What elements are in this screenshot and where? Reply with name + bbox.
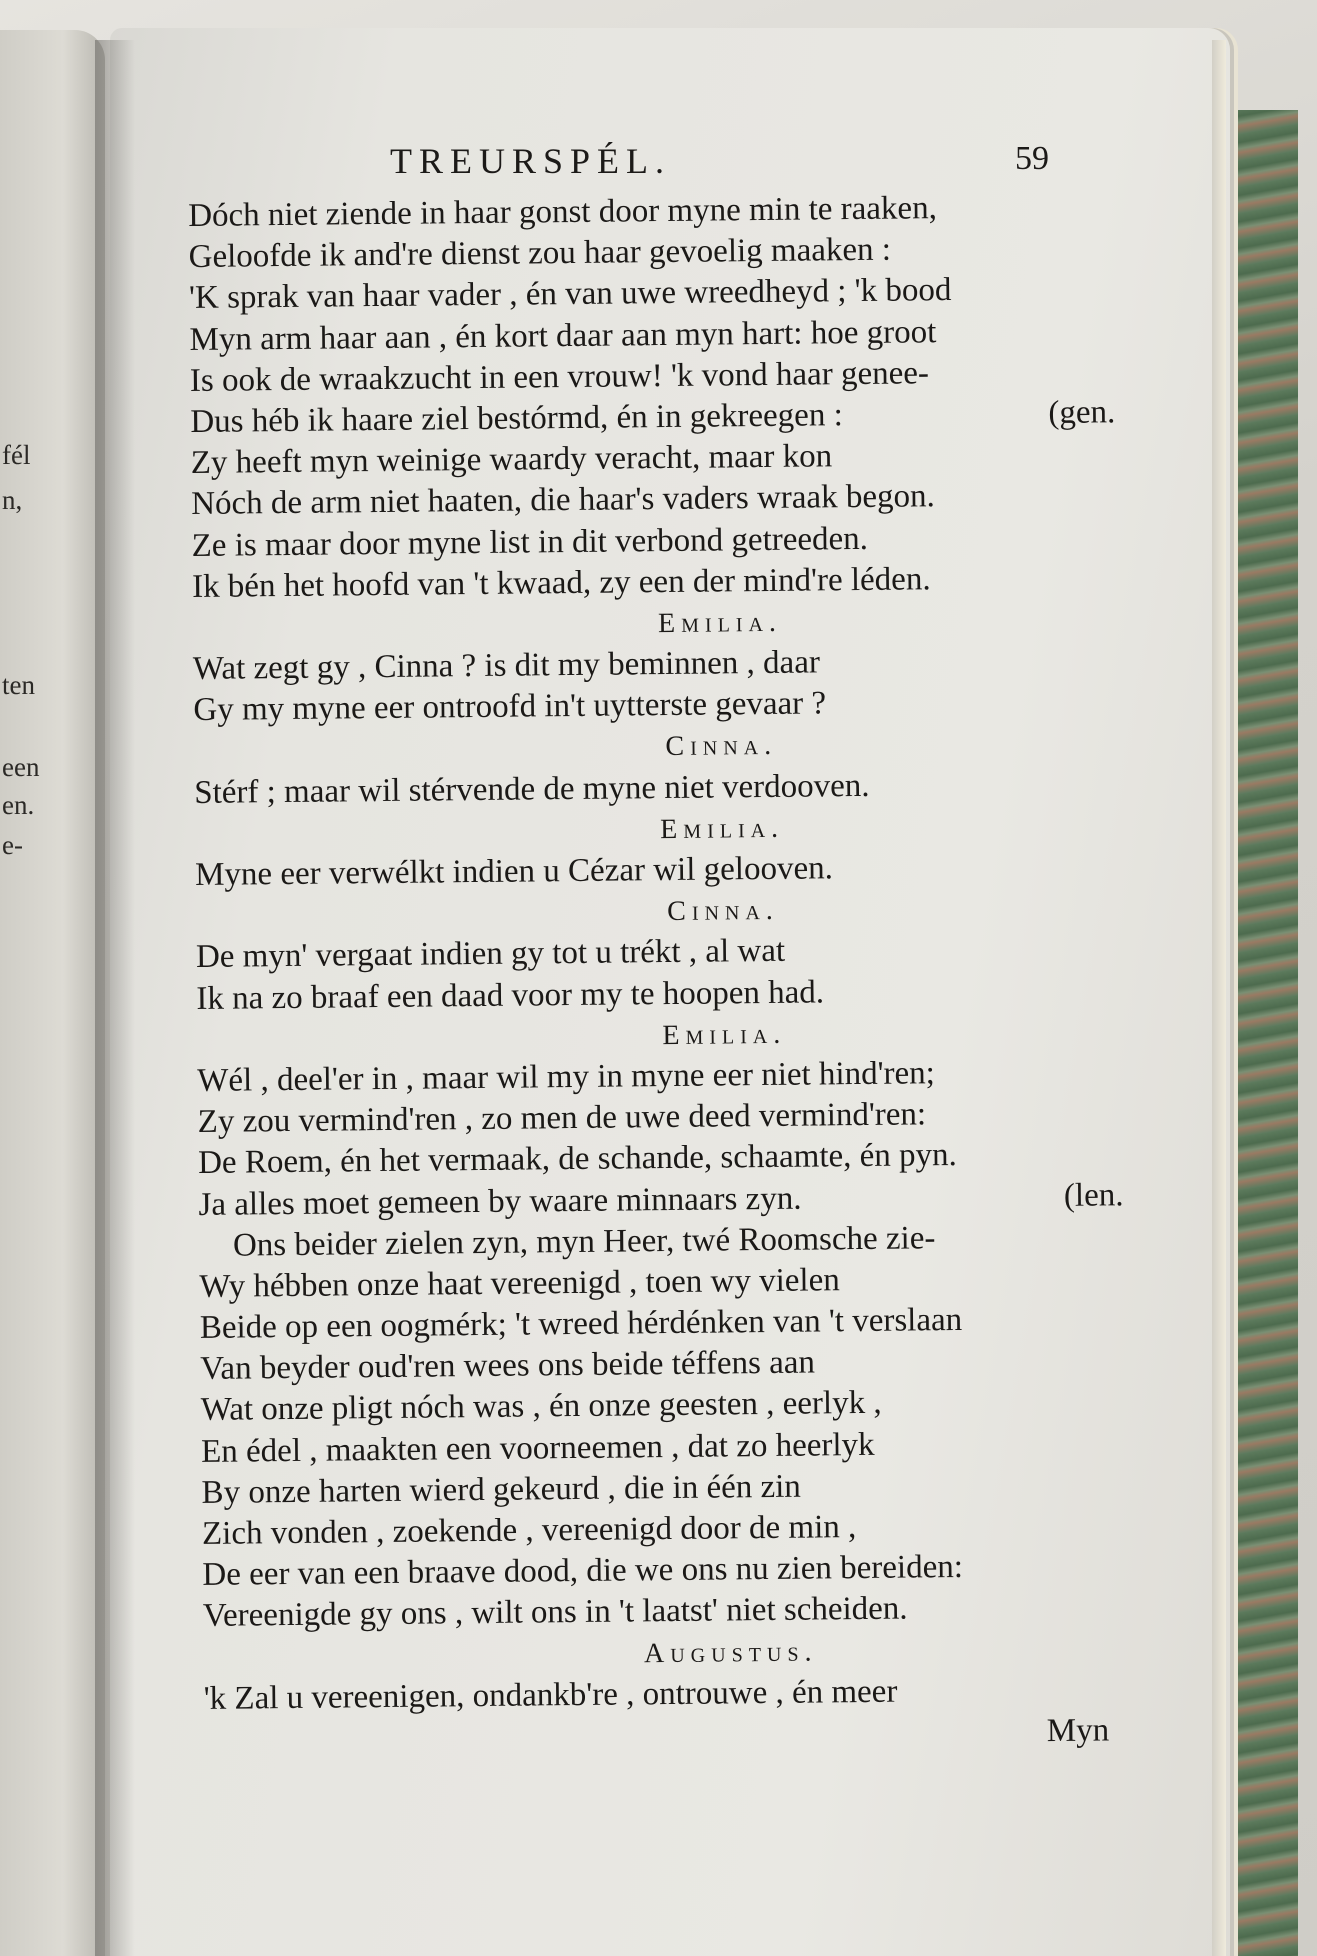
verse-text: Nóch de arm niet haaten, die haar's vaders wraak begon.	[191, 478, 935, 523]
left-page-fragment: e-	[2, 830, 23, 860]
left-page-fragment: een	[2, 752, 40, 782]
turnover-note: (len.	[1063, 1176, 1124, 1214]
turnover-note: (gen.	[1048, 394, 1116, 431]
left-page-fragment: ten	[2, 670, 35, 700]
speaker-label: Emilia.	[662, 1018, 787, 1051]
gutter-shadow	[95, 40, 135, 1956]
verse-text: De eer van een braave dood, die we ons nu zien bereiden:	[202, 1549, 964, 1594]
verse-text: Zich vonden , zoekende , vereenigd door de min ,	[201, 1509, 857, 1552]
verse-text: Wat onze pligt nóch was , én onze geesten , eerlyk ,	[200, 1385, 882, 1429]
verse-text: Dus héb ik haare ziel bestórmd, én in gekreegen :	[190, 397, 843, 440]
verse-text: Ik na zo braaf een daad voor my te hoopen had.	[196, 973, 825, 1017]
verse-text: By onze harten wierd gekeurd , die in één zin	[201, 1468, 802, 1511]
verse-text: Ja alles moet gemeen by waare minnaars zyn.	[198, 1180, 802, 1223]
speaker-label: Augustus.	[643, 1636, 818, 1669]
speaker-label: Cinna.	[667, 895, 780, 928]
page-number: 59	[1015, 140, 1049, 177]
speaker-label: Emilia.	[657, 606, 783, 639]
running-head: TREURSPÉL.	[390, 141, 672, 181]
verse-text: Van beyder oud'ren wees ons beide téffens aan	[200, 1344, 816, 1388]
play-text	[188, 187, 1124, 1762]
left-page-fragment: fél	[2, 440, 31, 470]
verse-text: Ze is maar door myne list in dit verbond getreeden.	[191, 520, 869, 564]
verse-text: Gy my myne eer ontroofd in't uytterste gevaar ?	[193, 685, 827, 729]
verse-text: Vereenigde gy ons , wilt ons in 't laatst' niet scheiden.	[202, 1590, 908, 1635]
left-facing-page	[0, 30, 105, 1956]
verse-text: Stérf ; maar wil stérvende de myne niet verdooven.	[194, 767, 870, 811]
page-edges	[1212, 40, 1226, 1956]
marbled-board	[1225, 110, 1298, 1956]
verse-text: 'K sprak van haar vader , én van uwe wreedheyd ; 'k bood	[188, 272, 952, 317]
verse-text: Ik bén het hoofd van 't kwaad, zy een der mind're léden.	[191, 560, 931, 605]
verse-text: Ons beider zielen zyn, myn Heer, twé Roomsche zie-	[232, 1219, 936, 1264]
verse-text: De Roem, én het vermaak, de schande, schaamte, én pyn.	[197, 1137, 957, 1182]
verse-text: Zy zou vermind'ren , zo men de uwe deed vermind'ren:	[197, 1096, 927, 1141]
speaker-label: Emilia.	[660, 812, 785, 845]
verse-text: Wat zegt gy , Cinna ? is dit my beminnen , daar	[192, 644, 821, 688]
catchword: Myn	[1046, 1712, 1110, 1750]
verse-text: Myn arm haar aan , én kort daar aan myn hart: hoe groot	[189, 313, 937, 358]
verse-text: 'k Zal u vereenigen, ondankb're , ontrouwe , én meer	[203, 1673, 898, 1717]
verse-text: De myn' vergaat indien gy tot u trékt , al wat	[195, 933, 786, 976]
verse-text: Zy heeft myn weinige waardy veracht, maar kon	[190, 438, 833, 482]
left-page-fragment: n,	[2, 485, 23, 515]
verse-text: Geloofde ik and're dienst zou haar gevoelig maaken :	[188, 231, 892, 276]
verse-text: Dóch niet ziende in haar gonst door myne min te raaken,	[188, 190, 938, 234]
verse-text: Is ook de wraakzucht in een vrouw! 'k vond haar genee-	[189, 355, 930, 399]
verse-text: En édel , maakten een voorneemen , dat zo heerlyk	[200, 1426, 875, 1470]
verse-text: Wél , deel'er in , maar wil my in myne eer niet hind'ren;	[197, 1055, 936, 1099]
left-page-fragment: en.	[2, 790, 35, 820]
verse-text: Myne eer verwélkt indien u Cézar wil gelooven.	[194, 850, 834, 893]
verse-text: Wy hébben onze haat vereenigd , toen wy vielen	[199, 1262, 840, 1305]
speaker-label: Cinna.	[665, 730, 778, 763]
verse-text: Beide op een oogmérk; 't wreed hérdénken van 't verslaan	[199, 1302, 963, 1346]
